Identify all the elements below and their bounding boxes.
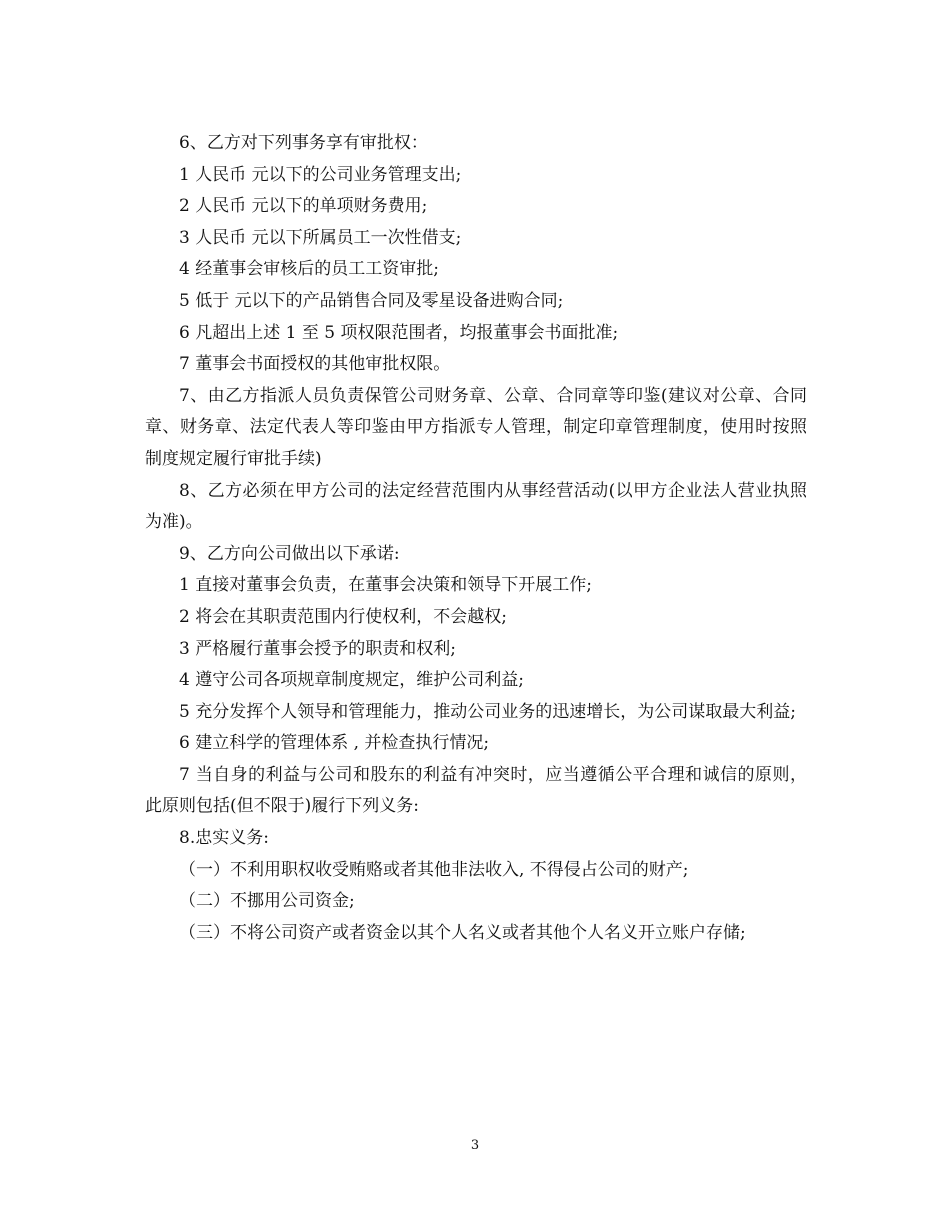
list-item: 7 董事会书面授权的其他审批权限。: [179, 354, 451, 375]
list-item: 5 低于 元以下的产品销售合同及零星设备进购合同;: [179, 290, 564, 311]
list-item: 6 建立科学的管理体系 , 并检查执行情况;: [179, 733, 490, 754]
list-item: 4 经董事会审核后的员工工资审批;: [179, 259, 439, 280]
list-item: 1 人民币 元以下的公司业务管理支出;: [179, 164, 462, 185]
list-item: 4 遵守公司各项规章制度规定，维护公司利益;: [179, 670, 524, 691]
page-number: 3: [470, 1138, 480, 1153]
list-item: 3 人民币 元以下所属员工一次性借支;: [179, 227, 462, 248]
list-item: 1 直接对董事会负责，在董事会决策和领导下开展工作;: [179, 575, 592, 596]
paragraph-seal-custody: 7、由乙方指派人员负责保管公司财务章、公章、合同章等印鉴(建议对公章、合同章、财务章、法定代表人等印鉴由甲方指派专人管理，制定印章管理制度，使用时按照制度规定履行审批手续): [145, 385, 807, 469]
list-item: 6 凡超出上述 1 至 5 项权限范围者，均报董事会书面批准;: [179, 322, 619, 343]
paragraph-loyalty-duty: 8.忠实义务:: [179, 828, 269, 849]
list-item: 7 当自身的利益与公司和股东的利益有冲突时，应当遵循公平合理和诚信的原则，此原则包括(但不限于)履行下列义务:: [145, 764, 807, 817]
list-item: 3 严格履行董事会授予的职责和权利;: [179, 638, 456, 659]
list-item: 2 将会在其职责范围内行使权利，不会越权;: [179, 606, 507, 627]
paragraph-commitments: 9、乙方向公司做出以下承诺:: [179, 543, 400, 564]
list-item: （二）不挪用公司资金;: [179, 891, 355, 912]
list-item: （一）不利用职权收受贿赂或者其他非法收入, 不得侵占公司的财产;: [179, 859, 689, 880]
list-item: （三）不将公司资产或者资金以其个人名义或者其他个人名义开立账户存储;: [179, 922, 746, 943]
paragraph-approval-rights: 6、乙方对下列事务享有审批权：: [179, 133, 428, 153]
document-body: [145, 128, 807, 949]
paragraph-business-scope: 8、乙方必须在甲方公司的法定经营范围内从事经营活动(以甲方企业法人营业执照为准)。: [145, 480, 807, 533]
list-item: 5 充分发挥个人领导和管理能力，推动公司业务的迅速增长，为公司谋取最大利益;: [179, 701, 796, 722]
list-item: 2 人民币 元以下的单项财务费用;: [179, 196, 428, 217]
